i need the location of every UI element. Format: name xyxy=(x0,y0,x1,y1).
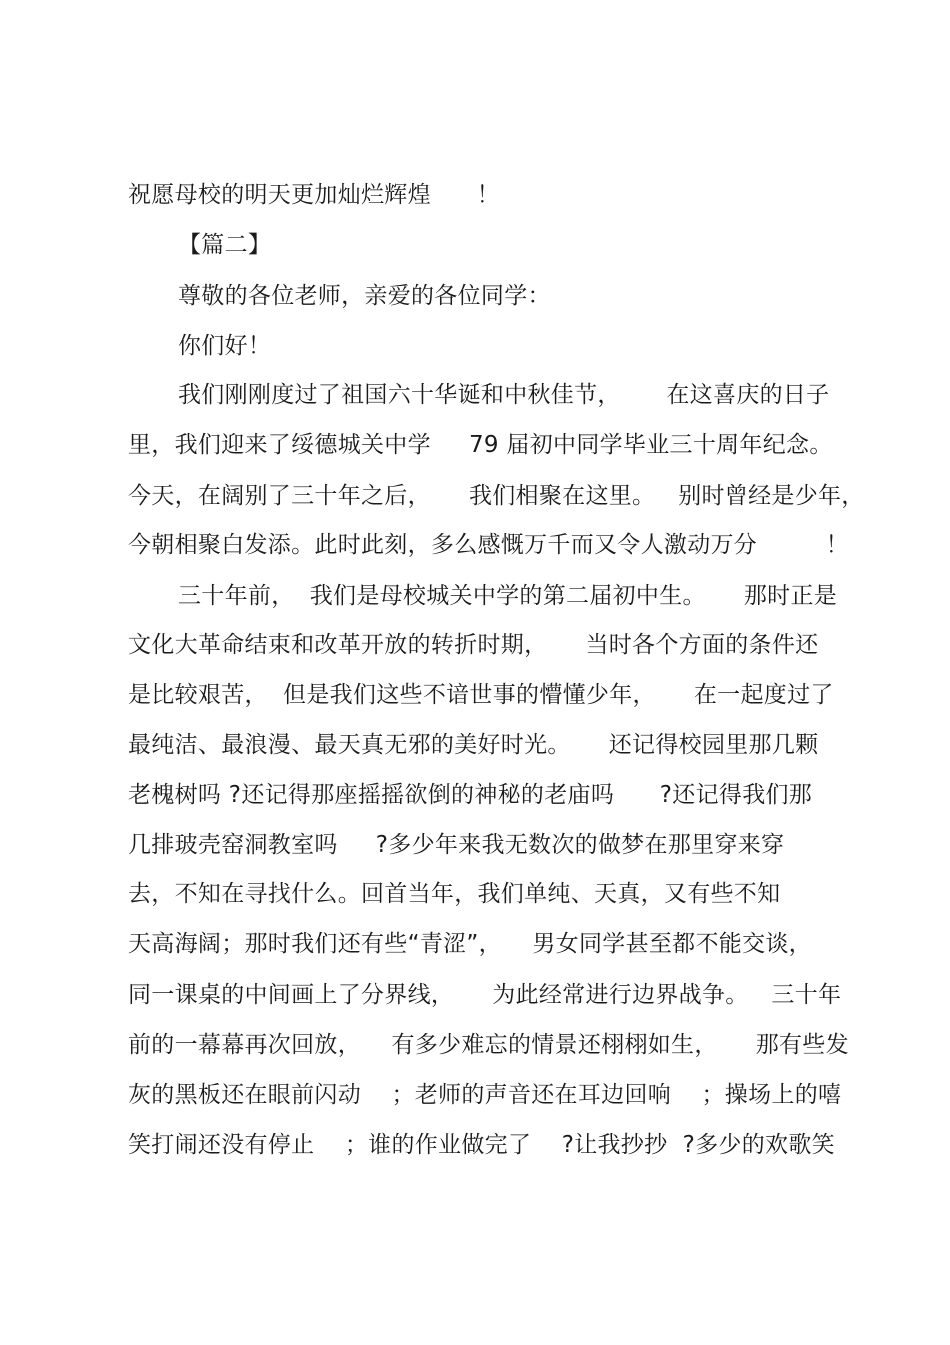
paragraph-line: 里，我们迎来了绥德城关中学 79 届初中同学毕业三十周年纪念。 xyxy=(128,432,833,458)
text-line: 祝愿母校的明天更加灿烂辉煌 ！ xyxy=(128,182,500,208)
paragraph-line: 今天，在阔别了三十年之后， 我们相聚在这里。 别时曾经是少年， xyxy=(128,483,865,509)
paragraph-line: 我们刚刚度过了祖国六十华诞和中秋佳节， 在这喜庆的日子 xyxy=(178,382,830,408)
paragraph-line: 笑打闹还没有停止 ；谁的作业做完了 ?让我抄抄 ?多少的欢歌笑 xyxy=(128,1132,835,1158)
paragraph-line: 灰的黑板还在眼前闪动 ；老师的声音还在耳边回响 ；操场上的嘻 xyxy=(128,1082,842,1108)
paragraph-line: 前的一幕幕再次回放， 有多少难忘的情景还栩栩如生， 那有些发 xyxy=(128,1032,849,1058)
paragraph-line: 最纯洁、最浪漫、最天真无邪的美好时光。 还记得校园里那几颗 xyxy=(128,732,819,758)
paragraph-line: 文化大革命结束和改革开放的转折时期， 当时各个方面的条件还 xyxy=(128,632,819,658)
paragraph-line: 今朝相聚白发添。此时此刻，多么感慨万千而又令人激动万分 ！ xyxy=(128,532,849,558)
greeting: 你们好！ xyxy=(178,333,272,359)
paragraph-line: 同一课桌的中间画上了分界线， 为此经常进行边界战争。 三十年 xyxy=(128,982,842,1008)
salutation: 尊敬的各位老师，亲爱的各位同学： xyxy=(178,283,551,309)
section-heading: 【篇二】 xyxy=(178,232,272,258)
paragraph-line: 几排玻壳窑洞教室吗 ?多少年来我无数次的做梦在那里穿来穿 xyxy=(128,832,785,858)
paragraph-line: 老槐树吗 ?还记得那座摇摇欲倒的神秘的老庙吗 ?还记得我们那 xyxy=(128,782,813,808)
paragraph-line: 三十年前， 我们是母校城关中学的第二届初中生。 那时正是 xyxy=(178,583,838,609)
paragraph-line: 是比较艰苦， 但是我们这些不谙世事的懵懂少年， 在一起度过了 xyxy=(128,682,834,708)
paragraph-line: 去，不知在寻找什么。回首当年，我们单纯、天真，又有些不知 xyxy=(128,881,781,907)
paragraph-line: 天高海阔；那时我们还有些“青涩”， 男女同学甚至都不能交谈， xyxy=(128,931,812,957)
